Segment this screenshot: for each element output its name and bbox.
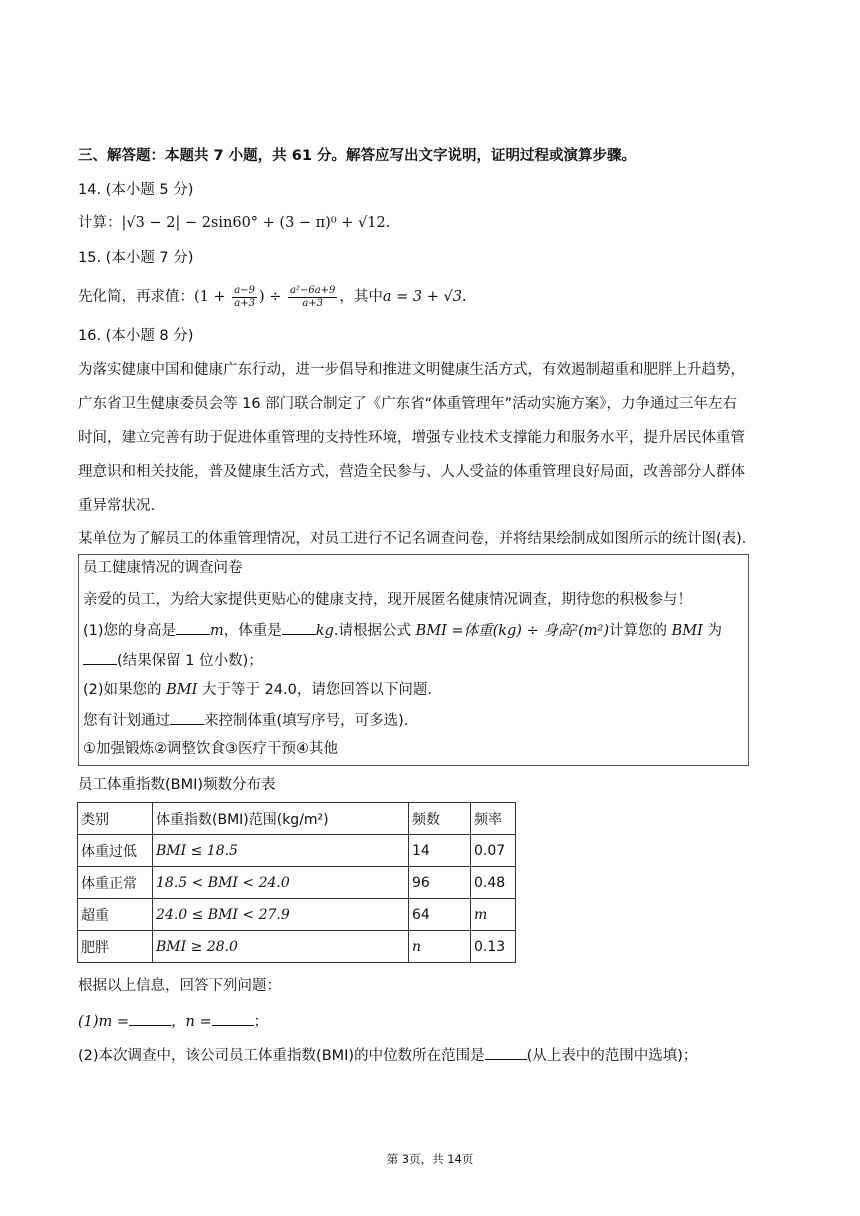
q14-lead: 计算： <box>78 215 122 231</box>
table-row <box>78 899 516 931</box>
page-footer: 第 3页，共 14页 <box>386 1152 474 1166</box>
q15-fraction-1: $\frac{a-9}{a+3}$ <box>234 284 255 309</box>
table-caption: 员工体重指数(BMI)频数分布表 <box>78 777 276 793</box>
table-cell: 0.13 <box>471 931 516 963</box>
table-header-row <box>78 803 516 835</box>
q15-fraction-2: $\frac{\text{a²−6a+9}}{a+3}$ <box>289 284 336 309</box>
survey-greeting: 亲爱的员工，为给大家提供更贴心的健康支持，现开展匿名健康情况调查，期待您的积极参与！ <box>83 592 692 608</box>
survey-question-1-cont: (结果保留 1 位小数)； <box>83 650 263 671</box>
table-cell: 超重 <box>78 899 153 931</box>
table-header-cell: 类别 <box>78 803 153 835</box>
table-header-cell: 体重指数(BMI)范围(kg/m²) <box>153 803 409 835</box>
table-cell: 64 <box>409 899 471 931</box>
survey-question-2-cont: 您有计划通过 来控制体重(填写序号，可多选)． <box>83 710 418 731</box>
table-cell: 96 <box>409 867 471 899</box>
table-cell: 体重正常 <box>78 867 153 899</box>
q15-body: 先化简，再求值：(1 + $\frac{a-9}{a+3}$ ) ÷ $\frac{\text{a²−6a+9}}{a+3}$ ，其中a = 3 + √3. <box>78 284 467 309</box>
after-lead: 根据以上信息，回答下列问题： <box>78 978 281 994</box>
median-range-blank <box>485 1045 527 1060</box>
section-heading: 三、解答题：本题共 7 小题，共 61 分。解答应写出文字说明，证明过程或演算步骤。 <box>78 148 636 164</box>
question-2: (2)本次调查中，该公司员工体重指数(BMI)的中位数所在范围是 (从上表中的范围中选填)； <box>78 1045 697 1066</box>
survey-title: 员工健康情况的调查问卷 <box>83 560 243 576</box>
q16-para-line-3: 时间，建立完善有助于促进体重管理的支持性环境，增强专业技术支撑能力和服务水平，提升居民体重管 <box>78 430 745 446</box>
q14-body <box>78 213 390 233</box>
table-cell: 24.0 ≤ BMI < 27.9 <box>153 899 409 931</box>
table-cell: 0.07 <box>471 835 516 867</box>
table-cell: m <box>471 899 516 931</box>
table-cell: 体重过低 <box>78 835 153 867</box>
table-row <box>78 835 516 867</box>
m-blank <box>129 1011 171 1026</box>
table-header-cell: 频率 <box>471 803 516 835</box>
q16-intro: 某单位为了解员工的体重管理情况，对员工进行不记名调查问卷，并将结果绘制成如图所示的统计图(表)． <box>78 531 757 547</box>
bmi-formula: BMI =体重(kg) ÷ 身高²(m²) <box>415 623 610 639</box>
q15-condition: a = 3 + √3. <box>382 289 467 305</box>
table-cell: 肥胖 <box>78 931 153 963</box>
weight-blank <box>282 620 316 635</box>
table-row <box>78 931 516 963</box>
bmi-frequency-table <box>77 802 516 963</box>
q16-header: 16. (本小题 8 分) <box>78 328 194 344</box>
q16-para-line-1: 为落实健康中国和健康广东行动，进一步倡导和推进文明健康生活方式，有效遏制超重和肥胖上升趋势， <box>78 362 745 378</box>
survey-box <box>78 554 749 766</box>
table-row <box>78 867 516 899</box>
q15-tail: ，其中 <box>339 289 383 305</box>
table-header-cell: 频数 <box>409 803 471 835</box>
table-cell: 14 <box>409 835 471 867</box>
q16-para-line-2: 广东省卫生健康委员会等 16 部门联合制定了《广东省“体重管理年”活动实施方案》，力争通过三年左右 <box>78 396 737 412</box>
height-blank <box>176 620 210 635</box>
q14-expression: |√3 − 2| − 2sin60° + (3 − π)⁰ + √12. <box>121 215 391 231</box>
q15-header: 15. (本小题 7 分) <box>78 250 194 266</box>
table-cell: n <box>409 931 471 963</box>
q16-para-line-5: 重异常状况． <box>78 498 165 514</box>
survey-options: ①加强锻炼②调整饮食③医疗干预④其他 <box>83 741 338 757</box>
q15-lead: 先化简，再求值： <box>78 289 194 305</box>
bmi-blank <box>83 650 117 665</box>
table-cell: BMI ≥ 28.0 <box>153 931 409 963</box>
question-1: (1)m = ，n = ； <box>78 1011 268 1032</box>
survey-question-1: (1)您的身高是 m，体重是 kg.请根据公式 BMI =体重(kg) ÷ 身高²(m²)计算您的 BMI 为 <box>83 620 722 641</box>
n-blank <box>212 1011 254 1026</box>
table-cell: BMI ≤ 18.5 <box>153 835 409 867</box>
table-cell: 0.48 <box>471 867 516 899</box>
table-cell: 18.5 < BMI < 24.0 <box>153 867 409 899</box>
q16-para-line-4: 理意识和相关技能，普及健康生活方式，营造全民参与、人人受益的体重管理良好局面，改善部分人群体 <box>78 464 745 480</box>
survey-question-2: (2)如果您的 BMI 大于等于 24.0，请您回答以下问题． <box>83 682 442 698</box>
method-blank <box>170 710 204 725</box>
q14-header: 14. (本小题 5 分) <box>78 182 194 198</box>
